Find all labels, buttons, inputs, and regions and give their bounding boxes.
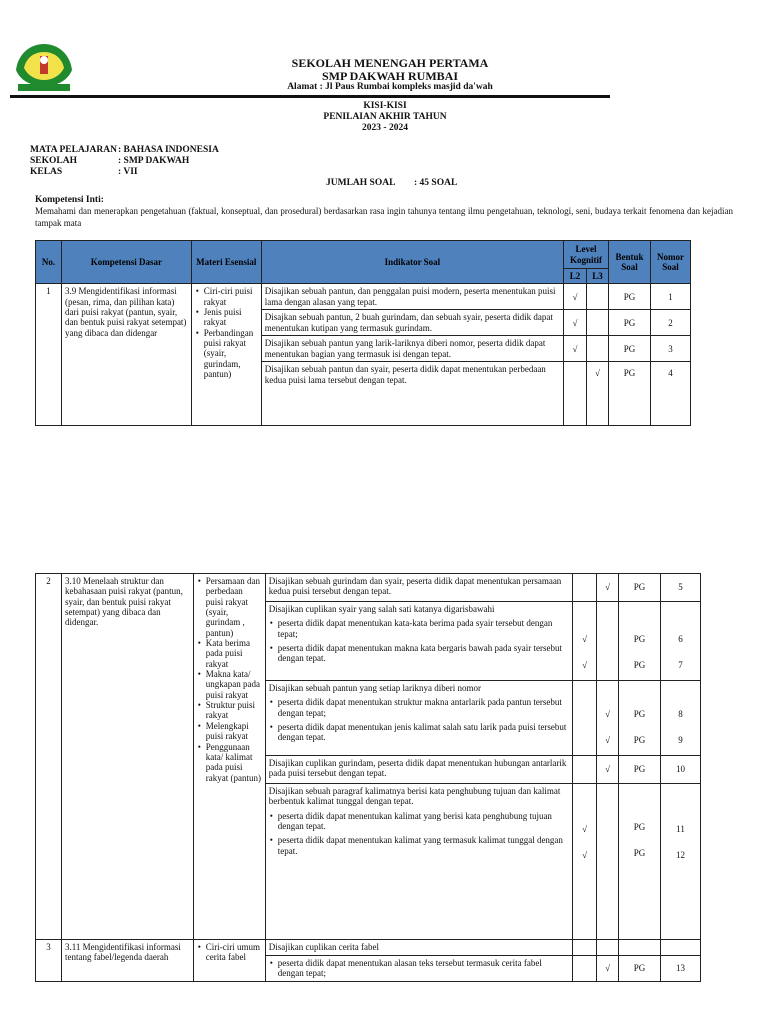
row2-materi bbox=[193, 574, 265, 940]
indikator-group bbox=[265, 681, 572, 756]
nomor-group bbox=[661, 784, 701, 940]
th-bentuk: Bentuk Soal bbox=[608, 241, 650, 284]
doc-title: KISI-KISI bbox=[363, 101, 407, 111]
bentuk-cell: PG bbox=[619, 756, 661, 784]
indikator-cell: Disajkan sebuah pantun, 2 buah gurindam, dan sebuah syair, peserta didik dapat menentukan kutipan yang termasuk gurindam. bbox=[261, 310, 563, 336]
kisi-table-2 bbox=[35, 573, 701, 982]
th-kd: Kompetensi Dasar bbox=[61, 241, 191, 284]
th-level: Level Kognitif bbox=[564, 241, 609, 269]
row2-materi-item: • Makna kata/ ungkapan pada puisi rakyat bbox=[197, 669, 262, 700]
l2-check: √ bbox=[564, 284, 587, 310]
jumlah-label: JUMLAH SOAL bbox=[326, 178, 396, 188]
nomor-cell: 1 bbox=[650, 284, 690, 310]
indikator-group bbox=[265, 602, 572, 681]
bentuk-cell: PG bbox=[619, 574, 661, 602]
nomor-cell: 7 bbox=[678, 660, 683, 670]
indikator-cell: Disajikan sebuah pantun, dan penggalan puisi modern, peserta menentukan puisi lama dengan alasan yang tepat. bbox=[261, 284, 563, 310]
nomor-group bbox=[661, 602, 701, 681]
sekolah-value: : SMP DAKWAH bbox=[118, 156, 190, 166]
bentuk-cell: PG bbox=[633, 709, 646, 719]
indikator-sub: • peserta didik dapat menentukan alasan teks tersebut termasuk cerita fabel dengan tepat; bbox=[269, 958, 569, 979]
indikator-cell: Disajikan sebuah pantun yang larik-lariknya diberi nomor, peserta didik dapat menentukan bagian yang termasuk isi dengan tepat. bbox=[261, 336, 563, 362]
l2-check: √ bbox=[582, 634, 588, 644]
th-l3: L3 bbox=[587, 269, 609, 284]
bentuk-cell: PG bbox=[608, 362, 650, 426]
row2-materi-item: • Melengkapi puisi rakyat bbox=[197, 721, 262, 742]
l3-check: √ bbox=[587, 362, 609, 426]
row3-no: 3 bbox=[36, 940, 62, 982]
row2-materi-item: • Kata berima pada puisi rakyat bbox=[197, 638, 262, 669]
row1-materi-item: • Jenis puisi rakyat bbox=[195, 307, 258, 328]
bentuk-group bbox=[619, 784, 661, 940]
indikator-sub: • peserta didik dapat menentukan kalimat yang berisi kata penghubung tujuan dengan tepat. bbox=[269, 811, 569, 832]
l3-empty bbox=[597, 940, 619, 956]
l2-check: √ bbox=[582, 850, 588, 860]
l2-checks bbox=[573, 602, 597, 681]
indikator-sub: • peserta didik dapat menentukan jenis kalimat salah satu larik pada puisi tersebut dengan tepat. bbox=[269, 722, 569, 743]
th-l2: L2 bbox=[564, 269, 587, 284]
school-logo bbox=[12, 40, 76, 94]
l3-check: √ bbox=[597, 574, 619, 602]
th-nomor: Nomor Soal bbox=[650, 241, 690, 284]
row2-no: 2 bbox=[36, 574, 62, 940]
ki-label: Kompetensi Inti: bbox=[35, 195, 104, 205]
indikator-cell: Disajikan sebuah gurindam dan syair, peserta didik dapat menentukan persamaan kedua puisi tersebut dengan tepat. bbox=[265, 574, 572, 602]
l3-empty bbox=[597, 784, 619, 940]
l2-empty bbox=[573, 574, 597, 602]
l2-check: √ bbox=[564, 310, 587, 336]
doc-subtitle: PENILAIAN AKHIR TAHUN bbox=[323, 112, 447, 122]
bentuk-cell: PG bbox=[633, 660, 646, 670]
nomor-cell: 13 bbox=[661, 956, 701, 982]
nomor-group bbox=[661, 681, 701, 756]
row2-materi-item: • Struktur puisi rakyat bbox=[197, 700, 262, 721]
mapel-label: MATA PELAJARAN bbox=[30, 145, 117, 155]
l2-empty bbox=[573, 681, 597, 756]
indikator-sub: • peserta didik dapat menentukan struktur makna antarlarik pada pantun tersebut dengan tepat; bbox=[269, 697, 569, 718]
kelas-value: : VII bbox=[118, 167, 138, 177]
kelas-label: KELAS bbox=[30, 167, 63, 177]
indikator-cell: Disajikan sebuah pantun dan syair, peserta didik dapat menentukan perbedaan kedua puisi lama tersebut dengan tepat. bbox=[261, 362, 563, 426]
row1-materi-item: • Perbandingan puisi rakyat (syair, gurindam, pantun) bbox=[195, 328, 258, 380]
l2-empty bbox=[573, 956, 597, 982]
school-name: SMP DAKWAH RUMBAI bbox=[321, 69, 458, 83]
bentuk-cell: PG bbox=[608, 310, 650, 336]
bentuk-cell: PG bbox=[633, 735, 646, 745]
l2-empty bbox=[573, 940, 597, 956]
l3-check: √ bbox=[597, 756, 619, 784]
nomor-cell: 5 bbox=[661, 574, 701, 602]
bentuk-cell: PG bbox=[633, 634, 646, 644]
l2-empty bbox=[564, 362, 587, 426]
row2-kd: 3.10 Menelaah struktur dan kebahasaan puisi rakyat (pantun, syair, dan bentuk puisi rakyat setempat) yang dibaca dan didengar. bbox=[61, 574, 193, 940]
nomor-cell: 10 bbox=[661, 756, 701, 784]
indikator-intro: Disajikan cuplikan syair yang salah sati katanya digarisbawahi bbox=[268, 604, 495, 614]
doc-year: 2023 - 2024 bbox=[362, 123, 408, 133]
bentuk-cell: PG bbox=[608, 284, 650, 310]
l3-check: √ bbox=[605, 735, 611, 745]
row2-materi-item: • Persamaan dan perbedaan puisi rakyat (syair, gurindam , pantun) bbox=[197, 576, 262, 638]
nomor-cell: 4 bbox=[650, 362, 690, 426]
l3-checks bbox=[597, 681, 619, 756]
nomor-cell: 9 bbox=[678, 735, 683, 745]
indikator-intro: Disajikan sebuah paragraf kalimatnya berisi kata penghubung tujuan dan kalimat berbentuk kalimat tunggal dengan tepat. bbox=[268, 786, 561, 807]
nomor-cell: 12 bbox=[676, 850, 686, 860]
l2-empty bbox=[573, 756, 597, 784]
th-materi: Materi Esensial bbox=[191, 241, 261, 284]
school-type: SEKOLAH MENENGAH PERTAMA bbox=[291, 56, 489, 70]
mapel-value: : BAHASA INDONESIA bbox=[118, 145, 219, 155]
bentuk-cell: PG bbox=[633, 822, 646, 832]
l3-empty bbox=[597, 602, 619, 681]
th-indikator: Indikator Soal bbox=[261, 241, 563, 284]
row1-no: 1 bbox=[36, 284, 62, 426]
bentuk-cell: PG bbox=[619, 956, 661, 982]
l3-empty bbox=[587, 336, 609, 362]
bentuk-group bbox=[619, 681, 661, 756]
row3-kd: 3.11 Mengidentifikasi informasi tentang fabel/legenda daerah bbox=[61, 940, 193, 982]
l2-checks bbox=[573, 784, 597, 940]
bentuk-cell: PG bbox=[633, 848, 646, 858]
row1-materi-item: • Ciri-ciri puisi rakyat bbox=[195, 286, 258, 307]
nomor-cell: 2 bbox=[650, 310, 690, 336]
indikator-group bbox=[265, 956, 572, 982]
bentuk-empty bbox=[619, 940, 661, 956]
nomor-empty bbox=[661, 940, 701, 956]
row1-kd: 3.9 Mengidentifikasi informasi (pesan, rima, dan pilihan kata) dari puisi rakyat (pantun, syair, dan bentuk puisi rakyat setempat) yang dibaca dan didengar bbox=[61, 284, 191, 426]
row1-materi bbox=[191, 284, 261, 426]
row3-materi bbox=[193, 940, 265, 982]
indikator-intro: Disajikan sebuah pantun yang setiap lariknya diberi nomor bbox=[268, 683, 481, 693]
sekolah-label: SEKOLAH bbox=[30, 156, 77, 166]
indikator-sub: • peserta didik dapat menentukan makna kata bergaris bawah pada syair tersebut dengan tepat. bbox=[269, 643, 569, 664]
l3-check: √ bbox=[597, 956, 619, 982]
indikator-sub: • peserta didik dapat menentukan kalimat yang termasuk kalimat tunggal dengan tepat. bbox=[269, 835, 569, 856]
th-no: No. bbox=[36, 241, 62, 284]
school-address: Alamat : Jl Paus Rumbai kompleks masjid da'wah bbox=[287, 82, 493, 92]
row3-materi-item: • Ciri-ciri umum cerita fabel bbox=[197, 942, 262, 963]
header-rule bbox=[10, 95, 610, 98]
l2-check: √ bbox=[564, 336, 587, 362]
indikator-intro: Disajikan cuplikan cerita fabel bbox=[265, 940, 572, 956]
bentuk-cell: PG bbox=[608, 336, 650, 362]
l2-check: √ bbox=[582, 824, 588, 834]
indikator-sub: • peserta didik dapat menentukan kata-kata berima pada syair tersebut dengan tepat; bbox=[269, 618, 569, 639]
nomor-cell: 3 bbox=[650, 336, 690, 362]
nomor-cell: 6 bbox=[678, 634, 683, 644]
bentuk-group bbox=[619, 602, 661, 681]
ki-text: Memahami dan menerapkan pengetahuan (faktual, konseptual, dan prosedural) berdasarkan rasa ingin tahunya tentang ilmu pengetahuan, teknologi, seni, budaya terkait fenomena dan kejadian tampak mata bbox=[35, 206, 733, 228]
indikator-cell: Disajikan cuplikan gurindam, peserta didik dapat menentukan hubungan antarlarik pada puisi tersebut dengan tepat. bbox=[265, 756, 572, 784]
l2-check: √ bbox=[582, 660, 588, 670]
jumlah-value: : 45 SOAL bbox=[414, 178, 458, 188]
row2-materi-item: • Penggunaan kata/ kalimat pada puisi rakyat (pantun) bbox=[197, 742, 262, 783]
kisi-table-1 bbox=[35, 240, 691, 426]
l3-empty bbox=[587, 310, 609, 336]
nomor-cell: 11 bbox=[676, 824, 685, 834]
nomor-cell: 8 bbox=[678, 709, 683, 719]
l3-empty bbox=[587, 284, 609, 310]
indikator-group bbox=[265, 784, 572, 940]
l3-check: √ bbox=[605, 709, 611, 719]
